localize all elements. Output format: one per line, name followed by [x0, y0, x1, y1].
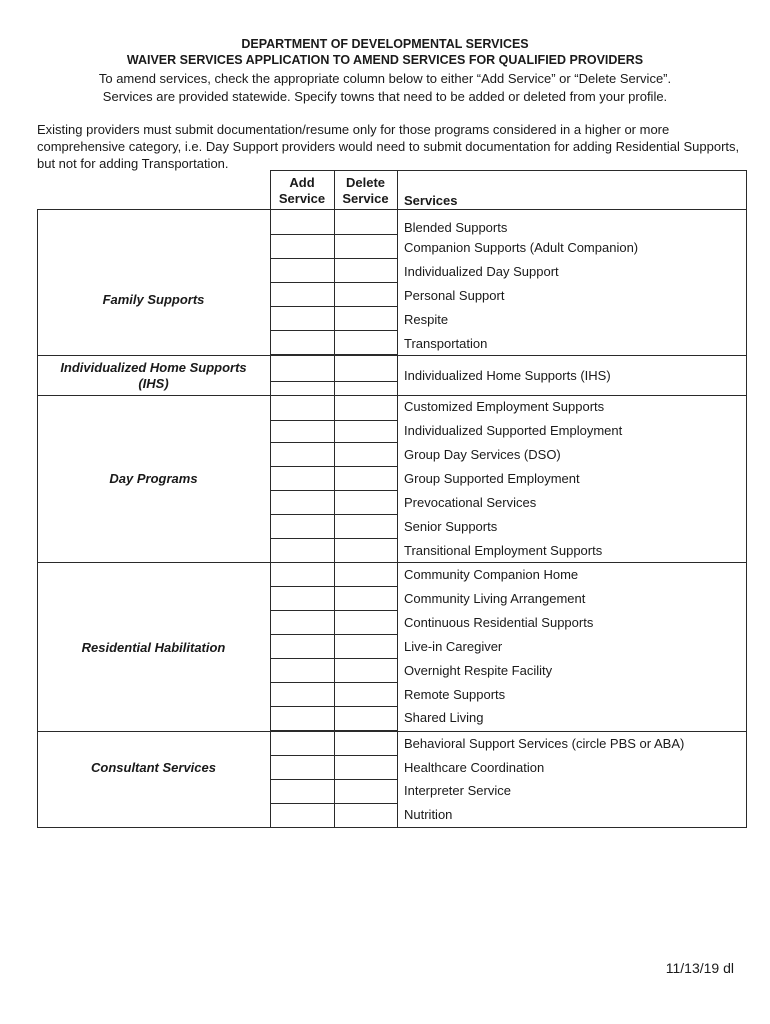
- checkbox-row-border: [270, 610, 398, 611]
- add-service-checkbox[interactable]: [271, 284, 333, 306]
- service-label: Group Supported Employment: [404, 471, 580, 486]
- services-header: Services: [404, 193, 458, 208]
- service-label: Respite: [404, 312, 449, 327]
- delete-service-checkbox[interactable]: [335, 212, 397, 234]
- delete-service-checkbox[interactable]: [335, 492, 397, 514]
- delete-service-checkbox[interactable]: [335, 236, 397, 258]
- service-label: Blended Supports: [404, 220, 508, 235]
- checkbox-row-border: [270, 562, 398, 563]
- delete-service-checkbox[interactable]: [335, 612, 397, 634]
- group-separator: [37, 395, 747, 396]
- add-service-checkbox[interactable]: [271, 564, 333, 586]
- checkbox-row-border: [270, 706, 398, 707]
- delete-service-checkbox[interactable]: [335, 708, 397, 730]
- add-service-checkbox[interactable]: [271, 684, 333, 706]
- service-label: Remote Supports: [404, 687, 506, 702]
- category-ihs: [37, 360, 270, 392]
- delete-service-checkbox[interactable]: [335, 540, 397, 562]
- add-service-checkbox[interactable]: [271, 420, 333, 442]
- checkbox-row-border: [270, 234, 398, 235]
- delete-service-checkbox[interactable]: [335, 564, 397, 586]
- table-top-border: [270, 170, 747, 171]
- service-label: Individualized Day Support: [404, 264, 559, 279]
- delete-service-checkbox[interactable]: [335, 781, 397, 803]
- checkbox-row-border: [270, 634, 398, 635]
- add-service-checkbox[interactable]: [271, 708, 333, 730]
- checkbox-row-border: [270, 466, 398, 467]
- service-label: Interpreter Service: [404, 783, 511, 798]
- service-label: Healthcare Coordination: [404, 760, 545, 775]
- category-ihs-line1: Individualized Home Supports: [60, 360, 247, 375]
- delete-service-checkbox[interactable]: [335, 398, 397, 420]
- delete-service-checkbox[interactable]: [335, 733, 397, 755]
- group-separator: [37, 355, 747, 356]
- service-label: Transportation: [404, 336, 488, 351]
- checkbox-row-border: [270, 730, 398, 731]
- add-service-checkbox[interactable]: [271, 398, 333, 420]
- add-service-checkbox[interactable]: [271, 468, 333, 490]
- add-service-checkbox[interactable]: [271, 733, 333, 755]
- add-service-header: [270, 175, 334, 207]
- service-label: Overnight Respite Facility: [404, 663, 553, 678]
- add-service-checkbox[interactable]: [271, 757, 333, 779]
- add-service-checkbox[interactable]: [271, 516, 333, 538]
- service-label: Individualized Home Supports (IHS): [404, 368, 611, 383]
- delete-header-line2: Service: [342, 191, 389, 206]
- checkbox-row-border: [270, 330, 398, 331]
- page-title-line2: WAIVER SERVICES APPLICATION TO AMEND SERVICES FOR QUALIFIED PROVIDERS: [126, 53, 644, 67]
- checkbox-row-border: [270, 514, 398, 515]
- checkbox-row-border: [270, 827, 398, 828]
- checkbox-row-border: [270, 354, 398, 355]
- checkbox-row-border: [270, 803, 398, 804]
- service-label: Companion Supports (Adult Companion): [404, 240, 639, 255]
- delete-service-checkbox[interactable]: [335, 359, 397, 381]
- service-label: Behavioral Support Services (circle PBS or ABA): [404, 736, 685, 751]
- checkbox-row-border: [270, 381, 398, 382]
- add-service-checkbox[interactable]: [271, 236, 333, 258]
- delete-service-checkbox[interactable]: [335, 260, 397, 282]
- service-label: Shared Living: [404, 710, 484, 725]
- delete-service-checkbox[interactable]: [335, 757, 397, 779]
- service-label: Community Companion Home: [404, 567, 579, 582]
- checkbox-row-border: [270, 442, 398, 443]
- add-service-checkbox[interactable]: [271, 805, 333, 827]
- add-service-checkbox[interactable]: [271, 260, 333, 282]
- category-consultant-services: Consultant Services: [91, 760, 216, 775]
- add-service-checkbox[interactable]: [271, 636, 333, 658]
- delete-service-checkbox[interactable]: [335, 284, 397, 306]
- footer-date-code: 11/13/19 dl: [665, 960, 734, 976]
- add-service-checkbox[interactable]: [271, 660, 333, 682]
- service-label: Group Day Services (DSO): [404, 447, 561, 462]
- category-residential-habilitation: Residential Habilitation: [81, 640, 226, 655]
- service-label: Live-in Caregiver: [404, 639, 503, 654]
- service-label: Continuous Residential Supports: [404, 615, 594, 630]
- delete-service-checkbox[interactable]: [335, 588, 397, 610]
- add-header-line2: Service: [278, 191, 326, 206]
- checkbox-row-border: [270, 755, 398, 756]
- service-label: Prevocational Services: [404, 495, 537, 510]
- group-separator: [37, 731, 747, 732]
- delete-service-checkbox[interactable]: [335, 444, 397, 466]
- checkbox-row-border: [270, 538, 398, 539]
- add-service-checkbox[interactable]: [271, 212, 333, 234]
- delete-service-checkbox[interactable]: [335, 516, 397, 538]
- service-label: Community Living Arrangement: [404, 591, 586, 606]
- instruction-line2: Services are provided statewide. Specify towns that need to be added or deleted from your profile.: [102, 89, 668, 104]
- add-service-checkbox[interactable]: [271, 308, 333, 330]
- checkbox-row-border: [270, 282, 398, 283]
- checkbox-row-border: [270, 682, 398, 683]
- checkbox-row-border: [270, 258, 398, 259]
- category-ihs-line2: (IHS): [138, 376, 169, 391]
- add-service-checkbox[interactable]: [271, 359, 333, 381]
- checkbox-row-border: [270, 306, 398, 307]
- page-title-line1: DEPARTMENT OF DEVELOPMENTAL SERVICES: [241, 37, 529, 51]
- delete-service-checkbox[interactable]: [335, 684, 397, 706]
- delete-header-line1: Delete: [345, 175, 386, 190]
- service-label: Individualized Supported Employment: [404, 423, 623, 438]
- service-label: Senior Supports: [404, 519, 498, 534]
- delete-service-checkbox[interactable]: [335, 332, 397, 354]
- add-header-line1: Add: [289, 175, 315, 190]
- add-service-checkbox[interactable]: [271, 540, 333, 562]
- delete-service-checkbox[interactable]: [335, 660, 397, 682]
- delete-service-header: [334, 175, 397, 207]
- add-service-checkbox[interactable]: [271, 612, 333, 634]
- add-service-checkbox[interactable]: [271, 781, 333, 803]
- delete-service-checkbox[interactable]: [335, 420, 397, 442]
- delete-service-checkbox[interactable]: [335, 636, 397, 658]
- service-label: Customized Employment Supports: [404, 399, 605, 414]
- checkbox-row-border: [270, 779, 398, 780]
- table-right-border: [746, 170, 747, 828]
- delete-service-checkbox[interactable]: [335, 308, 397, 330]
- add-service-checkbox[interactable]: [271, 444, 333, 466]
- category-family-supports: Family Supports: [102, 292, 205, 307]
- checkbox-row-border: [270, 586, 398, 587]
- instruction-line1: To amend services, check the appropriate column below to either “Add Service” or “Delete Service”.: [98, 71, 672, 86]
- add-service-checkbox[interactable]: [271, 492, 333, 514]
- documentation-note: Existing providers must submit documentation/resume only for those programs considered in a higher or more comprehensive category, i.e. Day Support providers would need to submit documentation for adding Residential Supports, but not for adding Transportation.: [37, 122, 740, 171]
- service-label: Personal Support: [404, 288, 505, 303]
- add-service-checkbox[interactable]: [271, 588, 333, 610]
- delete-service-checkbox[interactable]: [335, 468, 397, 490]
- category-day-programs: Day Programs: [109, 471, 198, 486]
- service-label: Transitional Employment Supports: [404, 543, 603, 558]
- header-bottom-border: [37, 209, 747, 210]
- delete-service-checkbox[interactable]: [335, 805, 397, 827]
- add-service-checkbox[interactable]: [271, 332, 333, 354]
- checkbox-row-border: [270, 490, 398, 491]
- service-label: Nutrition: [404, 807, 453, 822]
- checkbox-row-border: [270, 658, 398, 659]
